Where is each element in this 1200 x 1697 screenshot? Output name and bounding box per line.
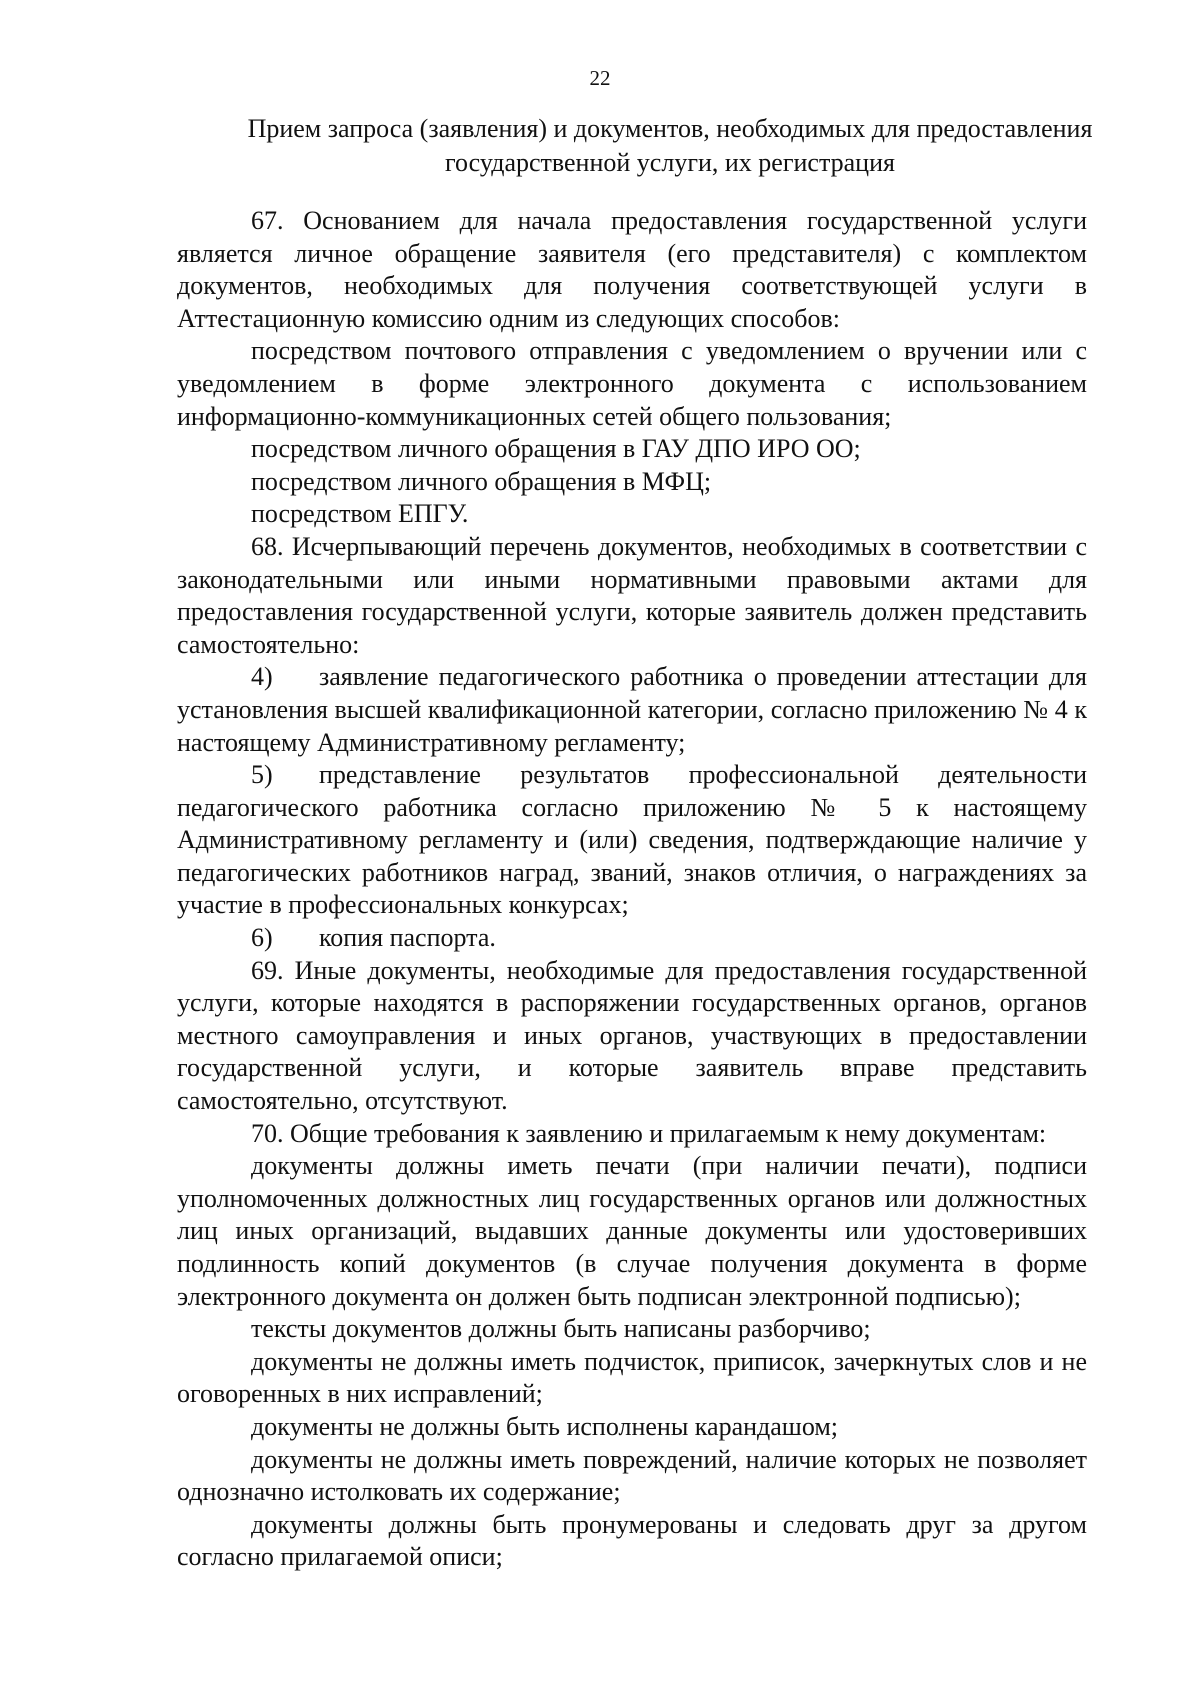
requirement-no-erasures: документы не должны иметь подчисток, приписок, зачеркнутых слов и не оговоренных в них исправлений;	[177, 1346, 1087, 1409]
requirement-no-pencil: документы не должны быть исполнены карандашом;	[251, 1411, 839, 1441]
list-item-5	[177, 759, 1087, 922]
paragraph-70: 70. Общие требования к заявлению и прилагаемым к нему документам:	[251, 1118, 1047, 1148]
method-personal-iro: посредством личного обращения в ГАУ ДПО ИРО ОО;	[251, 434, 861, 464]
list-item-text: представление результатов профессиональной деятельности педагогического работника согласно приложению № 5 к настоящему Административному регламенту и (или) сведения, подтверждающие наличие у педагогических работников наград, званий, знаков отличия, о награждениях за участие в профессиональных конкурсах;	[177, 760, 1087, 920]
paragraph-69: 69. Иные документы, необходимые для предоставления государственной услуги, которые находятся в распоряжении государственных органов, органов местного самоуправления и иных органов, участвующих в предоставлении государственной услуги, и которые заявитель вправе представить самостоятельно, отсутствуют.	[177, 955, 1087, 1116]
list-item-text: копия паспорта.	[319, 923, 496, 953]
list-number: 4)	[251, 662, 273, 692]
paragraph-67: 67. Основанием для начала предоставления государственной услуги является личное обращение заявителя (его представителя) с комплектом документов, необходимых для получения соответствующей услуги в Аттестационную комиссию одним из следующих способов:	[177, 206, 1087, 333]
method-personal-mfc: посредством личного обращения в МФЦ;	[251, 466, 712, 496]
document-body	[177, 205, 1087, 1574]
list-number: 6)	[251, 923, 273, 953]
method-epgu: посредством ЕПГУ.	[251, 499, 469, 529]
method-postal: посредством почтового отправления с уведомлением о вручении или с уведомлением в форме электронного документа с использованием информационно-коммуникационных сетей общего пользования;	[177, 336, 1087, 431]
requirement-numbered: документы должны быть пронумерованы и следовать друг за другом согласно прилагаемой описи;	[177, 1509, 1087, 1572]
list-item-6	[177, 922, 1087, 955]
list-item-4	[177, 661, 1087, 759]
list-number: 5)	[251, 760, 273, 790]
requirement-legible: тексты документов должны быть написаны разборчиво;	[251, 1314, 871, 1344]
paragraph-68: 68. Исчерпывающий перечень документов, необходимых в соответствии с законодательными или иными нормативными правовыми актами для предоставления государственной услуги, которые заявитель должен представить самостоятельно:	[177, 531, 1087, 659]
requirement-seals: документы должны иметь печати (при наличии печати), подписи уполномоченных должностных лиц государственных органов или должностных лиц иных организаций, выдавших данные документы или удостоверивших подлинность копий документов (в случае получения документа в форме электронного документа он должен быть подписан электронной подписью);	[177, 1151, 1087, 1311]
section-title: Прием запроса (заявления) и документов, необходимых для предоставления государственной услуги, их регистрация	[247, 114, 1093, 177]
requirement-no-damage: документы не должны иметь повреждений, наличие которых не позволяет однозначно истолковать их содержание;	[177, 1444, 1087, 1507]
list-item-text: заявление педагогического работника о проведении аттестации для установления высшей квалификационной категории, согласно приложению № 4 к настоящему Административному регламенту;	[177, 662, 1087, 757]
page-number: 22	[589, 66, 611, 90]
